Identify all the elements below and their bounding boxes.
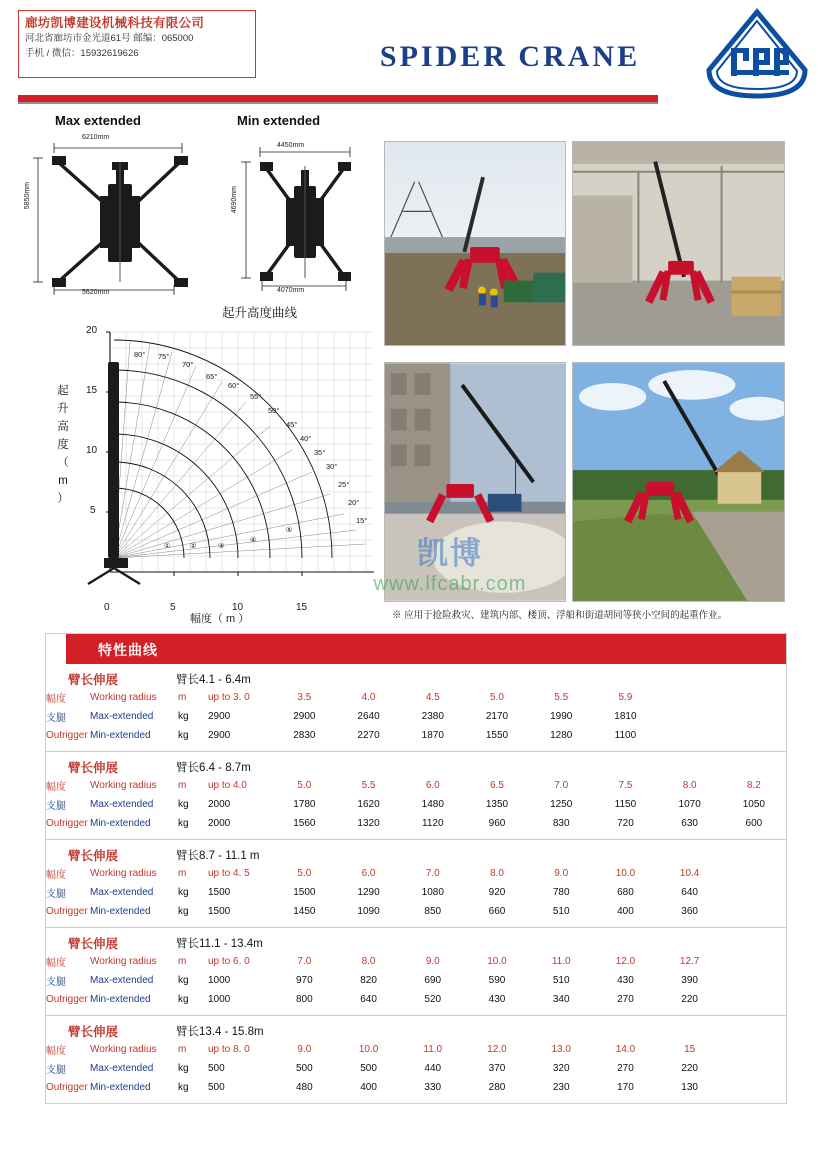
cell: 5.5: [554, 692, 569, 703]
max-extended-label: Max-extended: [90, 887, 154, 898]
angle-label-15: 15°: [356, 516, 368, 525]
cell: 1290: [357, 887, 380, 898]
cell: 8.2: [746, 780, 761, 791]
max-top-dimension: 6210mm: [82, 134, 110, 141]
cell: 8.0: [682, 780, 697, 791]
cell: 500: [208, 1063, 225, 1074]
cell: 960: [488, 818, 506, 829]
cell: 820: [360, 975, 377, 986]
photo-crane-indoor-warehouse: [572, 141, 785, 346]
boom-length-value: 臂长6.4 - 8.7m: [176, 762, 251, 774]
cell: 1350: [485, 799, 509, 810]
min-extended-label: Min-extended: [90, 818, 151, 829]
radius-unit: m: [178, 956, 187, 967]
table-row: [46, 688, 786, 707]
cell: 850: [424, 906, 442, 917]
cell: 2170: [485, 711, 509, 722]
cell: 9.0: [554, 868, 569, 879]
weight-unit: kg: [178, 711, 189, 722]
header-grey-rule: [18, 102, 658, 104]
angle-label-70: 70°: [182, 360, 194, 369]
cell: up to 4. 5: [208, 868, 250, 879]
cell: 400: [617, 906, 634, 917]
spec-table-header: [46, 634, 786, 664]
angle-label-35: 35°: [314, 448, 326, 457]
max-extended-label: Max-extended: [90, 799, 154, 810]
cabr-logo-icon: [701, 8, 813, 100]
cell: 2380: [421, 711, 444, 722]
cell: 1870: [421, 730, 444, 741]
cell: 7.0: [297, 956, 312, 967]
svg-text:⑤: ⑤: [286, 526, 293, 534]
angle-label-55: 55°: [250, 392, 262, 401]
cell: 9.0: [425, 956, 440, 967]
weight-unit: kg: [178, 975, 189, 986]
table-row: [46, 902, 786, 921]
radius-label-cn: 幅度: [46, 694, 66, 705]
cell: 11.0: [551, 956, 571, 967]
cell: 830: [552, 818, 570, 829]
cell: 2900: [293, 711, 316, 722]
angle-label-45: 45°: [286, 420, 298, 429]
cell: 1250: [550, 799, 573, 810]
radius-label-en: Working radius: [90, 780, 157, 791]
cell: 500: [360, 1063, 377, 1074]
spec-table-title: 特性曲线: [98, 642, 158, 658]
cell: 430: [488, 994, 506, 1005]
watermark-url: www.lfcabr.com: [373, 573, 527, 595]
cell: 12.7: [679, 956, 700, 967]
company-address: 河北省廊坊市金光道61号 邮编：065000: [25, 33, 194, 44]
cell: 1080: [421, 887, 444, 898]
min-extended-label: Min-extended: [90, 906, 151, 917]
cell: 1480: [421, 799, 444, 810]
weight-unit: kg: [178, 887, 189, 898]
max-extended-label: Max-extended: [90, 1063, 154, 1074]
company-contact: 手机 / 微信：15932619626: [25, 48, 139, 59]
svg-text:①: ①: [164, 542, 171, 550]
cell: 2000: [208, 799, 231, 810]
cell: 500: [208, 1082, 225, 1093]
cell: 2900: [208, 711, 231, 722]
y-tick-5: 5: [90, 505, 96, 516]
min-extended-diagram: [230, 140, 380, 300]
boom-extension-label: 臂长伸展: [68, 673, 119, 687]
cell: 970: [295, 975, 313, 986]
max-extended-diagram: [22, 132, 212, 307]
y-tick-15: 15: [86, 385, 98, 396]
x-tick-10: 10: [232, 602, 244, 613]
cell: 4.5: [425, 692, 440, 703]
cell: 440: [424, 1063, 442, 1074]
angle-label-20: 20°: [348, 498, 360, 507]
y-tick-10: 10: [86, 445, 98, 456]
cell: up to 3. 0: [208, 692, 250, 703]
cell: 690: [424, 975, 442, 986]
max-extended-label: Max-extended: [90, 975, 154, 986]
cell: 2000: [208, 818, 231, 829]
page-header: [0, 0, 827, 100]
cell: 1100: [614, 730, 637, 741]
spec-group: [46, 752, 786, 840]
weight-unit: kg: [178, 818, 189, 829]
cell: 1070: [678, 799, 701, 810]
cell: 920: [488, 887, 506, 898]
cell: 10.4: [679, 868, 700, 879]
cell: 6.0: [425, 780, 440, 791]
photo-crane-field-lifting-shed: [572, 362, 785, 602]
cell: 2640: [357, 711, 380, 722]
spec-group-table: [46, 864, 786, 921]
cell: 370: [488, 1063, 506, 1074]
table-row: [46, 1040, 786, 1059]
weight-unit: kg: [178, 1082, 189, 1093]
cell: 780: [552, 887, 570, 898]
cell: 1550: [485, 730, 509, 741]
spec-group-table: [46, 688, 786, 745]
table-row: [46, 795, 786, 814]
cell: 6.5: [490, 780, 504, 791]
cell: 400: [360, 1082, 377, 1093]
outrigger-label-en: Outrigger: [46, 1082, 88, 1093]
boom-length-value: 臂长13.4 - 15.8m: [176, 1026, 264, 1038]
cell: 270: [617, 994, 634, 1005]
cell: 330: [424, 1082, 442, 1093]
cell: 1050: [742, 799, 765, 810]
weight-unit: kg: [178, 1063, 189, 1074]
spec-group-title: [46, 1021, 786, 1040]
spec-group-title: [46, 933, 786, 952]
radius-unit: m: [178, 1044, 187, 1055]
cell: 360: [681, 906, 698, 917]
cell: 1120: [422, 818, 444, 829]
cell: 7.0: [425, 868, 440, 879]
cell: 220: [681, 1063, 698, 1074]
cell: 5.0: [297, 868, 312, 879]
outrigger-label-cn: 支腿: [46, 889, 66, 900]
table-row: [46, 990, 786, 1009]
radius-label-cn: 幅度: [46, 870, 66, 881]
cell: up to 4.0: [208, 780, 247, 791]
cell: 13.0: [551, 1044, 571, 1055]
boom-extension-label: 臂长伸展: [68, 761, 119, 775]
cell: 480: [295, 1082, 313, 1093]
spec-group-title: [46, 669, 786, 688]
radius-unit: m: [178, 780, 187, 791]
svg-text:②: ②: [190, 542, 197, 550]
lift-curve-x-axis-label: 幅度（ m ）: [190, 613, 250, 625]
cell: 130: [681, 1082, 698, 1093]
min-top-dimension: 4450mm: [277, 142, 305, 149]
cell: 1500: [208, 906, 231, 917]
cell: 510: [552, 975, 570, 986]
svg-text:③: ③: [218, 542, 225, 550]
spec-group-table: [46, 1040, 786, 1097]
weight-unit: kg: [178, 906, 189, 917]
cell: 1000: [208, 975, 231, 986]
outrigger-label-en: Outrigger: [46, 818, 88, 829]
cell: 1450: [293, 906, 316, 917]
spec-group: [46, 1016, 786, 1103]
min-extended-label: Min-extended: [90, 730, 151, 741]
table-row: [46, 971, 786, 990]
cell: 1280: [550, 730, 573, 741]
cell: 500: [295, 1063, 313, 1074]
cell: 12.0: [615, 956, 636, 967]
radius-label-en: Working radius: [90, 1044, 157, 1055]
cell: 3.5: [297, 692, 312, 703]
cell: 1810: [614, 711, 637, 722]
radius-label-cn: 幅度: [46, 782, 66, 793]
table-row: [46, 776, 786, 795]
spec-group: [46, 840, 786, 928]
cell: 6.0: [361, 868, 376, 879]
table-row: [46, 952, 786, 971]
cell: 1560: [293, 818, 316, 829]
outrigger-label-en: Outrigger: [46, 730, 88, 741]
angle-label-65: 65°: [206, 372, 218, 381]
cell: 1990: [550, 711, 573, 722]
weight-unit: kg: [178, 799, 189, 810]
cell: 600: [745, 818, 763, 829]
cell: 5.0: [490, 692, 504, 703]
cell: 2830: [293, 730, 316, 741]
cell: 1320: [357, 818, 380, 829]
table-row: [46, 726, 786, 745]
weight-unit: kg: [178, 730, 189, 741]
min-extended-label: Min-extended: [90, 994, 151, 1005]
radius-label-cn: 幅度: [46, 958, 66, 969]
cell: 430: [617, 975, 634, 986]
outrigger-label-cn: 支腿: [46, 713, 66, 724]
cell: 15: [684, 1044, 696, 1055]
table-row: [46, 864, 786, 883]
angle-label-60: 60°: [228, 381, 240, 390]
cell: 5.5: [361, 780, 376, 791]
watermark-brand: 凯博: [417, 536, 483, 571]
cell: 270: [617, 1063, 634, 1074]
watermark: [300, 528, 600, 596]
cell: 10.0: [615, 868, 636, 879]
cell: 340: [552, 994, 570, 1005]
table-row: [46, 1078, 786, 1097]
cell: 1500: [208, 887, 231, 898]
cell: 640: [681, 887, 698, 898]
boom-length-value: 臂长11.1 - 13.4m: [176, 938, 263, 950]
spec-group-title: [46, 845, 786, 864]
x-tick-0: 0: [104, 602, 110, 613]
cell: 1090: [357, 906, 380, 917]
cell: 220: [681, 994, 698, 1005]
radius-label-en: Working radius: [90, 868, 157, 879]
cell: 1000: [208, 994, 231, 1005]
cell: 1500: [293, 887, 316, 898]
outrigger-label-cn: 支腿: [46, 1065, 66, 1076]
table-row: [46, 1059, 786, 1078]
cell: 7.0: [554, 780, 569, 791]
min-side-dimension: 4690mm: [231, 186, 238, 214]
radius-label-cn: 幅度: [46, 1046, 66, 1057]
cell: 510: [552, 906, 570, 917]
cell: 680: [617, 887, 634, 898]
cell: 5.0: [297, 780, 312, 791]
lift-curve-title: 起升高度曲线: [222, 306, 298, 320]
cell: 8.0: [490, 868, 504, 879]
radius-unit: m: [178, 692, 187, 703]
max-side-dimension: 5850mm: [24, 182, 31, 210]
cell: 8.0: [361, 956, 376, 967]
cell: 14.0: [615, 1044, 636, 1055]
x-tick-15: 15: [296, 602, 308, 613]
angle-label-25: 25°: [338, 480, 350, 489]
cell: 230: [552, 1082, 570, 1093]
spec-table: [45, 633, 787, 1104]
min-extended-label: Min extended: [237, 113, 321, 128]
angle-label-80: 80°: [134, 350, 146, 359]
boom-extension-label: 臂长伸展: [68, 937, 119, 951]
cell: 12.0: [487, 1044, 507, 1055]
boom-length-value: 臂长4.1 - 6.4m: [176, 674, 251, 686]
spec-group: [46, 928, 786, 1016]
spec-group-table: [46, 776, 786, 833]
cell: 390: [681, 975, 698, 986]
radius-label-en: Working radius: [90, 956, 157, 967]
cell: 9.0: [297, 1044, 312, 1055]
table-row: [46, 707, 786, 726]
cell: 280: [488, 1082, 506, 1093]
cell: 7.5: [618, 780, 633, 791]
x-tick-5: 5: [170, 602, 176, 613]
cell: 720: [617, 818, 634, 829]
outrigger-label-cn: 支腿: [46, 977, 66, 988]
boom-length-value: 臂长8.7 - 11.1 m: [176, 850, 260, 862]
max-extended-label: Max-extended: [90, 711, 154, 722]
spec-group-table: [46, 952, 786, 1009]
page-title: SPIDER CRANE: [379, 40, 641, 73]
lift-curve-y-axis-label: 起 升 高 度 （ m ）: [57, 385, 69, 505]
max-bottom-dimension: 5620mm: [82, 289, 110, 296]
cell: 170: [617, 1082, 634, 1093]
angle-label-40: 40°: [300, 434, 312, 443]
cell: 320: [552, 1063, 570, 1074]
application-note: ※ 应用于抢险救灾、建筑内部、楼顶、浮船和街道胡同等狭小空间的起重作业。: [392, 610, 728, 621]
cell: 1150: [614, 799, 637, 810]
radius-unit: m: [178, 868, 187, 879]
weight-unit: kg: [178, 994, 189, 1005]
outrigger-label-cn: 支腿: [46, 801, 66, 812]
angle-label-75: 75°: [158, 352, 170, 361]
boom-extension-label: 臂长伸展: [68, 1025, 119, 1039]
angle-label-50: 50°: [268, 406, 280, 415]
cell: 2270: [357, 730, 380, 741]
table-row: [46, 883, 786, 902]
table-row: [46, 814, 786, 833]
company-info-box: [18, 10, 256, 78]
cell: 640: [360, 994, 377, 1005]
cell: up to 8. 0: [208, 1044, 250, 1055]
company-name: 廊坊凯博建设机械科技有限公司: [25, 16, 205, 30]
cell: 10.0: [358, 1044, 379, 1055]
spec-group: [46, 664, 786, 752]
cell: 11.0: [423, 1044, 443, 1055]
spec-group-title: [46, 757, 786, 776]
cell: 630: [681, 818, 698, 829]
cell: 4.0: [361, 692, 376, 703]
cell: 800: [295, 994, 313, 1005]
boom-extension-label: 臂长伸展: [68, 849, 119, 863]
svg-text:④: ④: [250, 536, 257, 544]
outrigger-label-en: Outrigger: [46, 906, 88, 917]
radius-label-en: Working radius: [90, 692, 157, 703]
angle-label-30: 30°: [326, 462, 338, 471]
cell: 10.0: [487, 956, 507, 967]
min-bottom-dimension: 4070mm: [277, 287, 305, 294]
cell: 1620: [357, 799, 380, 810]
cell: up to 6. 0: [208, 956, 250, 967]
y-tick-20: 20: [86, 325, 98, 336]
min-extended-label: Min-extended: [90, 1082, 151, 1093]
cell: 1780: [293, 799, 316, 810]
cell: 590: [488, 975, 506, 986]
cell: 660: [488, 906, 506, 917]
max-extended-label: Max extended: [55, 113, 141, 128]
cell: 520: [424, 994, 442, 1005]
cell: 5.9: [618, 692, 633, 703]
header-red-rule: [18, 95, 658, 102]
photo-crane-outdoor-worksite: [384, 141, 566, 346]
cell: 2900: [208, 730, 231, 741]
outrigger-label-en: Outrigger: [46, 994, 88, 1005]
